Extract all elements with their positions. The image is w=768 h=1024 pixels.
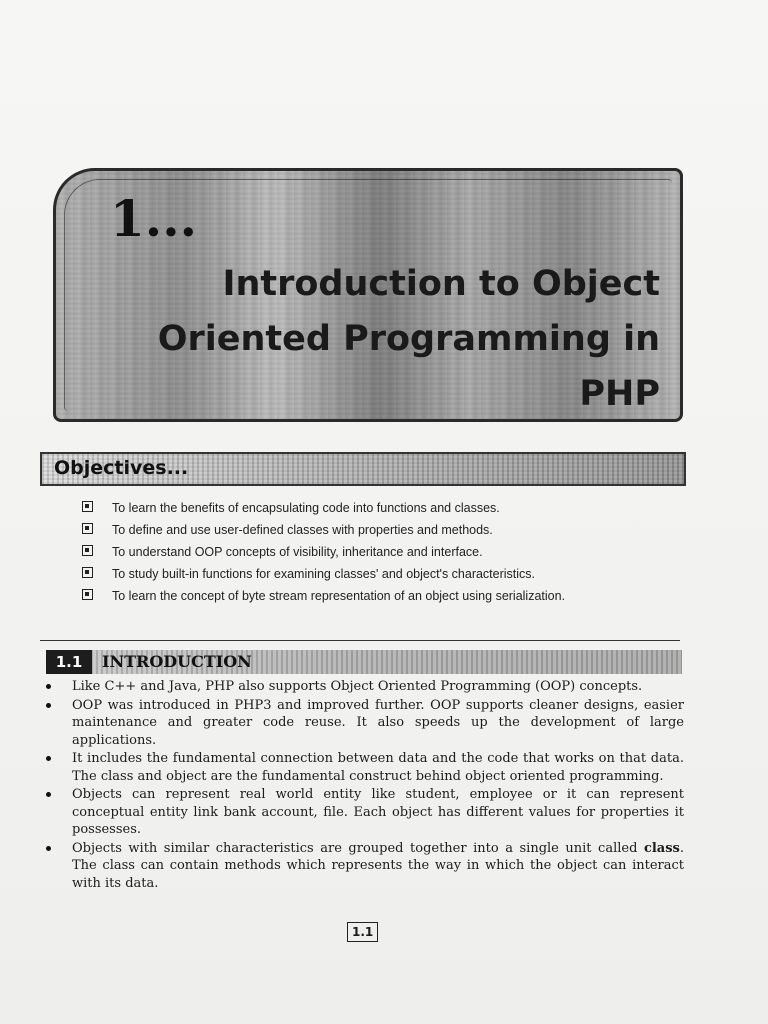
bullet-dot-icon: [46, 684, 51, 689]
objectives-list: [80, 498, 680, 608]
checkbox-bullet-icon: [82, 567, 93, 578]
paragraph-text: It includes the fundamental connection between data and the code that works on that data. The class and object are the fundamental construct behind object oriented programming.: [72, 751, 684, 784]
paragraph-text: Objects can represent real world entity like student, employee or it can represent conceptual entity link bank account, file. Each object has different values for properties it possesses.: [72, 787, 684, 837]
bullet-dot-icon: [46, 703, 51, 708]
bullet-paragraph: [44, 786, 684, 839]
section-number: 1.1: [46, 650, 92, 674]
bullet-paragraph: [44, 840, 684, 893]
paragraph-text: OOP was introduced in PHP3 and improved further. OOP supports cleaner designs, easier maintenance and greater code reuse. It also speeds up the development of large applications.: [72, 697, 684, 748]
section-header-bar: [46, 650, 682, 674]
objective-item: [80, 498, 680, 520]
bullet-paragraph: [44, 750, 684, 785]
objective-item: [80, 586, 680, 608]
bullet-dot-icon: [46, 846, 51, 851]
checkbox-bullet-icon: [82, 523, 93, 534]
chapter-title: Introduction to Object Oriented Programming in PHP: [157, 264, 660, 414]
checkbox-bullet-icon: [82, 501, 93, 512]
objective-item: [80, 564, 680, 586]
bold-term-class: class: [643, 840, 680, 856]
bullet-paragraph: [44, 697, 684, 750]
page-number: 1.1: [347, 922, 378, 942]
paragraph-text-end: . The class can contain methods which represents the way in which the object can interact with its data.: [72, 840, 684, 891]
bullet-paragraph: [44, 678, 684, 696]
objectives-heading: Objectives...: [54, 457, 189, 479]
checkbox-bullet-icon: [82, 589, 93, 600]
objective-item: [80, 542, 680, 564]
section-divider: [40, 640, 680, 641]
objective-text: To define and use user-defined classes with properties and methods.: [112, 523, 493, 537]
paragraph-text-start: Objects with similar characteristics are grouped together into a single unit called: [72, 840, 644, 856]
introduction-bullet-list: [44, 678, 684, 893]
bullet-dot-icon: [46, 756, 51, 761]
objectives-header-bar: [40, 452, 686, 486]
chapter-number: 1...: [110, 189, 198, 248]
objective-text: To understand OOP concepts of visibility, inheritance and interface.: [112, 545, 483, 559]
checkbox-bullet-icon: [82, 545, 93, 556]
bullet-dot-icon: [46, 792, 51, 797]
paragraph-text: Like C++ and Java, PHP also supports Object Oriented Programming (OOP) concepts.: [72, 679, 643, 694]
objective-text: To study built-in functions for examining classes' and object's characteristics.: [112, 567, 536, 581]
objective-text: To learn the benefits of encapsulating code into functions and classes.: [112, 501, 500, 515]
objective-item: [80, 520, 680, 542]
section-title: INTRODUCTION: [102, 652, 252, 671]
chapter-banner: [53, 168, 683, 422]
objective-text: To learn the concept of byte stream representation of an object using serialization.: [112, 589, 566, 603]
